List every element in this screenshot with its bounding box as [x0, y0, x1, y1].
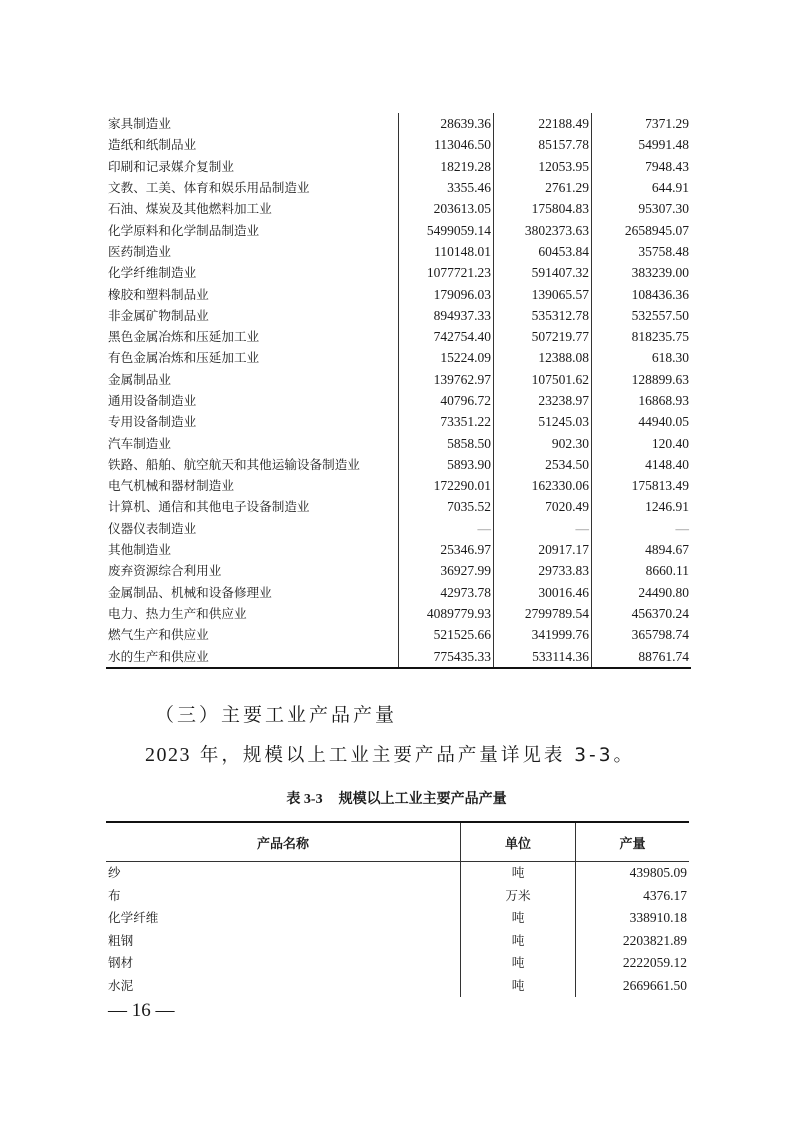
table-row [106, 907, 689, 930]
value-cell-1: 28639.36 [399, 113, 494, 134]
product-name-cell: 纱 [108, 865, 121, 881]
value-cell-1: 15224.09 [399, 347, 494, 368]
value-cell-1: 7035.52 [399, 496, 494, 517]
output-cell: 2222059.12 [576, 952, 690, 975]
value-cell-2: 139065.57 [494, 283, 592, 304]
industry-name-cell: 汽车制造业 [108, 435, 171, 451]
paragraph-year: 2023 [145, 744, 191, 766]
value-cell-1: 742754.40 [399, 326, 494, 347]
value-cell-2: 30016.46 [494, 582, 592, 603]
value-cell-3: 24490.80 [592, 582, 692, 603]
industry-name-cell: 电力、热力生产和供应业 [108, 605, 247, 621]
value-cell-1: 775435.33 [399, 645, 494, 667]
industry-name-cell: 黑色金属冶炼和压延加工业 [108, 329, 260, 345]
unit-cell: 吨 [461, 907, 576, 930]
table-row [106, 952, 689, 975]
table-row [106, 177, 691, 198]
value-cell-2: 175804.83 [494, 198, 592, 219]
value-cell-2: 23238.97 [494, 390, 592, 411]
section-heading: （三）主要工业产品产量 [155, 704, 398, 726]
value-cell-3: 4894.67 [592, 539, 692, 560]
value-cell-2: 107501.62 [494, 369, 592, 390]
value-cell-3: 618.30 [592, 347, 692, 368]
industry-name-cell: 计算机、通信和其他电子设备制造业 [108, 499, 310, 515]
industry-name-cell: 电气机械和器材制造业 [108, 478, 234, 494]
product-name-cell: 钢材 [108, 955, 134, 971]
unit-cell: 吨 [461, 930, 576, 953]
value-cell-3: 365798.74 [592, 624, 692, 645]
unit-cell: 吨 [461, 975, 576, 998]
value-cell-1: 42973.78 [399, 582, 494, 603]
value-cell-2: 591407.32 [494, 262, 592, 283]
industry-name-cell: 水的生产和供应业 [106, 645, 399, 667]
table-row [106, 645, 691, 667]
header-output: 产量 [576, 822, 690, 862]
table-row [106, 390, 691, 411]
value-cell-2: 22188.49 [494, 113, 592, 134]
output-cell: 439805.09 [576, 862, 690, 885]
value-cell-2: 535312.78 [494, 305, 592, 326]
table-row [106, 582, 691, 603]
industry-name-cell: 化学原料和化学制品制造业 [108, 222, 260, 238]
value-cell-1: 113046.50 [399, 134, 494, 155]
table-row [106, 624, 691, 645]
value-cell-1: 1077721.23 [399, 262, 494, 283]
value-cell-2: 3802373.63 [494, 219, 592, 240]
value-cell-1: 172290.01 [399, 475, 494, 496]
value-cell-3: 128899.63 [592, 369, 692, 390]
value-cell-3: 88761.74 [592, 645, 692, 667]
value-cell-1: 5858.50 [399, 432, 494, 453]
industry-name-cell: 有色金属冶炼和压延加工业 [108, 350, 260, 366]
value-cell-1: 25346.97 [399, 539, 494, 560]
table-row [106, 198, 691, 219]
industry-name-cell: 其他制造业 [108, 542, 171, 558]
value-cell-1: 894937.33 [399, 305, 494, 326]
table-row [106, 326, 691, 347]
value-cell-3: 44940.05 [592, 411, 692, 432]
value-cell-3: 532557.50 [592, 305, 692, 326]
output-cell: 2203821.89 [576, 930, 690, 953]
value-cell-2: 7020.49 [494, 496, 592, 517]
value-cell-2: 902.30 [494, 432, 592, 453]
table-row [106, 262, 691, 283]
value-cell-1: 179096.03 [399, 283, 494, 304]
value-cell-3: 8660.11 [592, 560, 692, 581]
value-cell-3: 1246.91 [592, 496, 692, 517]
product-output-table [106, 821, 689, 997]
product-name-cell: 粗钢 [108, 932, 134, 948]
table-row [106, 496, 691, 517]
industry-name-cell: 金属制品、机械和设备修理业 [108, 584, 272, 600]
unit-cell: 吨 [461, 862, 576, 885]
header-product-name: 产品名称 [106, 822, 461, 862]
industry-name-cell: 文教、工美、体育和娱乐用品制造业 [108, 180, 310, 196]
industry-name-cell: 橡胶和塑料制品业 [108, 286, 209, 302]
industry-name-cell: 非金属矿物制品业 [108, 307, 209, 323]
table-row [106, 603, 691, 624]
value-cell-2: 29733.83 [494, 560, 592, 581]
table-row [106, 432, 691, 453]
value-cell-2: 507219.77 [494, 326, 592, 347]
value-cell-1: 3355.46 [399, 177, 494, 198]
table-row [106, 930, 689, 953]
table-row [106, 518, 691, 539]
value-cell-1: 73351.22 [399, 411, 494, 432]
value-cell-3: 818235.75 [592, 326, 692, 347]
table-row [106, 156, 691, 177]
table-header-row [106, 822, 689, 862]
product-name-cell: 布 [108, 887, 121, 903]
industry-table-continued [106, 113, 691, 669]
table-caption [0, 788, 793, 808]
product-name-cell: 化学纤维 [108, 910, 159, 926]
table-row [106, 305, 691, 326]
value-cell-1: 203613.05 [399, 198, 494, 219]
table-row [106, 475, 691, 496]
value-cell-1: 18219.28 [399, 156, 494, 177]
value-cell-2: — [494, 518, 592, 539]
value-cell-1: 139762.97 [399, 369, 494, 390]
value-cell-2: 85157.78 [494, 134, 592, 155]
value-cell-3: 7948.43 [592, 156, 692, 177]
value-cell-1: 5893.90 [399, 454, 494, 475]
value-cell-2: 2761.29 [494, 177, 592, 198]
value-cell-1: 521525.66 [399, 624, 494, 645]
table-row [106, 454, 691, 475]
product-table-body [106, 862, 689, 998]
industry-name-cell: 印刷和记录媒介复制业 [108, 158, 234, 174]
industry-name-cell: 燃气生产和供应业 [108, 627, 209, 643]
header-unit: 单位 [461, 822, 576, 862]
value-cell-2: 60453.84 [494, 241, 592, 262]
industry-name-cell: 金属制品业 [108, 371, 171, 387]
unit-cell: 万米 [461, 885, 576, 908]
table-row [106, 885, 689, 908]
table-row [106, 113, 691, 134]
value-cell-3: 95307.30 [592, 198, 692, 219]
value-cell-3: — [592, 518, 692, 539]
output-cell: 2669661.50 [576, 975, 690, 998]
value-cell-1: — [399, 518, 494, 539]
industry-name-cell: 化学纤维制造业 [108, 265, 197, 281]
table-row [106, 862, 689, 885]
table-caption-number: 表 3-3 [286, 792, 323, 807]
value-cell-1: 5499059.14 [399, 219, 494, 240]
unit-cell: 吨 [461, 952, 576, 975]
industry-name-cell: 医药制造业 [108, 243, 171, 259]
table-row [106, 539, 691, 560]
value-cell-1: 36927.99 [399, 560, 494, 581]
value-cell-2: 162330.06 [494, 475, 592, 496]
output-cell: 338910.18 [576, 907, 690, 930]
industry-name-cell: 铁路、船舶、航空航天和其他运输设备制造业 [108, 456, 360, 472]
output-cell: 4376.17 [576, 885, 690, 908]
value-cell-2: 533114.36 [494, 645, 592, 667]
value-cell-3: 16868.93 [592, 390, 692, 411]
table-caption-title: 规模以上工业主要产品产量 [338, 791, 507, 807]
value-cell-3: 7371.29 [592, 113, 692, 134]
table-row [106, 241, 691, 262]
table-row [106, 369, 691, 390]
table-row [106, 134, 691, 155]
industry-name-cell: 造纸和纸制品业 [108, 137, 197, 153]
body-paragraph [145, 741, 635, 767]
industry-name-cell: 通用设备制造业 [108, 393, 197, 408]
value-cell-2: 12053.95 [494, 156, 592, 177]
product-name-cell: 水泥 [108, 977, 134, 993]
page-number: — 16 — [108, 1000, 175, 1021]
table-row [106, 975, 689, 998]
value-cell-3: 456370.24 [592, 603, 692, 624]
value-cell-3: 108436.36 [592, 283, 692, 304]
value-cell-3: 383239.00 [592, 262, 692, 283]
table-row [106, 347, 691, 368]
table-row [106, 560, 691, 581]
value-cell-3: 4148.40 [592, 454, 692, 475]
value-cell-3: 175813.49 [592, 475, 692, 496]
value-cell-1: 4089779.93 [399, 603, 494, 624]
value-cell-3: 2658945.07 [592, 219, 692, 240]
industry-name-cell: 家具制造业 [108, 116, 171, 132]
value-cell-1: 110148.01 [399, 241, 494, 262]
value-cell-2: 2534.50 [494, 454, 592, 475]
table-row [106, 283, 691, 304]
value-cell-3: 54991.48 [592, 134, 692, 155]
industry-table-body [106, 113, 691, 668]
industry-name-cell: 仪器仪表制造业 [108, 520, 197, 536]
industry-name-cell: 专用设备制造业 [108, 414, 197, 430]
value-cell-3: 644.91 [592, 177, 692, 198]
value-cell-2: 20917.17 [494, 539, 592, 560]
value-cell-3: 120.40 [592, 432, 692, 453]
value-cell-3: 35758.48 [592, 241, 692, 262]
industry-name-cell: 废弃资源综合利用业 [108, 563, 222, 579]
value-cell-2: 12388.08 [494, 347, 592, 368]
paragraph-text: 年，规模以上工业主要产品产量详见表 3-3。 [191, 745, 635, 766]
table-row [106, 219, 691, 240]
value-cell-2: 341999.76 [494, 624, 592, 645]
value-cell-2: 2799789.54 [494, 603, 592, 624]
value-cell-1: 40796.72 [399, 390, 494, 411]
industry-name-cell: 石油、煤炭及其他燃料加工业 [108, 201, 272, 217]
value-cell-2: 51245.03 [494, 411, 592, 432]
table-row [106, 411, 691, 432]
